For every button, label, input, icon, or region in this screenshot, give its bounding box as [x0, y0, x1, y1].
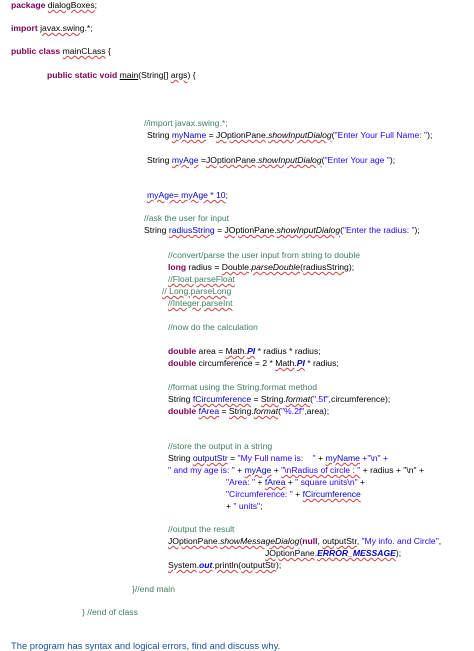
code-line-comment-float: //Float.parseFloat: [168, 274, 235, 284]
code-line-fcircumference: String fCircumference = String.format(".5f",circumference);: [168, 394, 391, 404]
code-line-radius-string: String radiusString = JOptionPane.showInputDialog("Enter the radius: ");: [144, 225, 420, 235]
code-line-show-message: JOptionPane.showMessageDialog(null, outputStr, "My info. and Circle",: [168, 536, 442, 546]
code-line-radius-parse: long radius = Double.parseDouble(radiusString);: [168, 262, 355, 272]
code-line-comment-ask: //ask the user for input: [144, 213, 230, 223]
code-line-myname: String myName = JOptionPane.showInputDialog("Enter Your Full Name: ");: [147, 130, 433, 140]
code-line-println: System.out.println(outputStr);: [168, 560, 282, 570]
code-line-comment-calc: //now do the calculation: [168, 322, 258, 332]
code-line-farea: double fArea = String.format("%.2f",area);: [168, 406, 330, 416]
code-line-end-class: } //end of class: [82, 607, 138, 617]
code-line-comment-integer: //Integer.parseInt: [168, 298, 233, 308]
code-line-class-decl: public class mainCLass {: [11, 46, 111, 56]
code-line-comment-convert: //convert/parse the user input from string to double: [168, 250, 361, 260]
question-text: The program has syntax and logical errors, find and discuss why.: [11, 640, 281, 651]
code-line-output-age: " and my age is: " + myAge + "\nRadius of circle : " + radius + "\n" +: [168, 465, 424, 475]
code-line-comment-store: //store the output in a string: [168, 441, 273, 451]
code-line-comment-import: //import javax.swing.*;: [144, 118, 228, 128]
code-line-myage: String myAge =JOptionPane.showInputDialog("Enter Your age ");: [147, 155, 396, 165]
code-line-circumference: double circumference = 2 * Math.PI * radius;: [168, 358, 339, 368]
code-line-comment-format: //format using the String.format method: [168, 382, 318, 392]
code-line-package: package dialogBoxes;: [11, 0, 98, 10]
code-line-error-message: JOptionPane.ERROR_MESSAGE);: [265, 548, 402, 558]
code-line-myage-multiply: myAge= myAge * 10;: [147, 190, 228, 200]
code-line-main-decl: public static void main(String[] args) {: [47, 70, 196, 80]
code-line-end-main: }//end main: [132, 584, 175, 594]
code-line-comment-long: // Long.parseLong: [162, 286, 232, 296]
code-line-import: import javax.swing.*;: [11, 23, 93, 33]
code-line-output-units: + " units";: [226, 501, 263, 511]
code-line-output-area: "Area: " + fArea + " square units\n" +: [226, 477, 366, 487]
code-line-area: double area = Math.PI * radius * radius;: [168, 346, 321, 356]
code-line-outputstr: String outputStr = "My Full name is: " + myName +"\n" +: [168, 453, 389, 463]
code-line-output-circ: "Circumference: " + fCircumference: [226, 489, 361, 499]
code-line-comment-output: //output the result: [168, 524, 235, 534]
